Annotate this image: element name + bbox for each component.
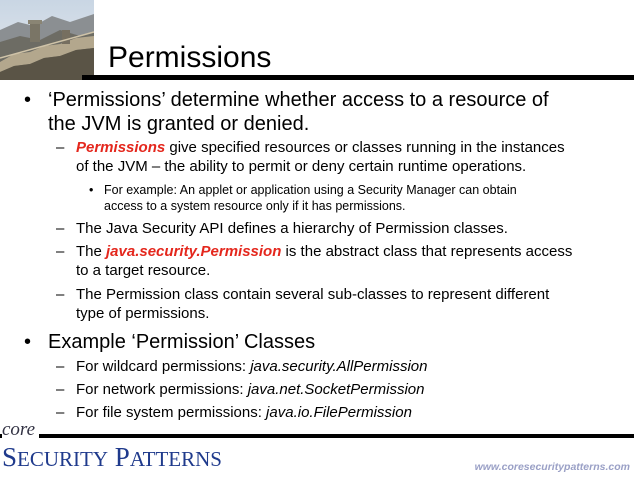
bullet-level1-item-0 — [24, 88, 549, 136]
text-prefix: For wildcard permissions: — [76, 358, 251, 375]
dash-marker: – — [56, 381, 65, 398]
bullet-marker: • — [89, 183, 94, 197]
text-line: the JVM is granted or denied. — [48, 113, 310, 135]
text-line: For example: An applet or application using a Security Manager can obtain — [104, 183, 517, 197]
text-line: type of permissions. — [76, 305, 210, 322]
class-name: java.net.SocketPermission — [247, 381, 425, 398]
great-wall-image — [0, 0, 94, 80]
brand-letter-p: P — [114, 442, 130, 472]
highlighted-term: java.security.Permission — [106, 243, 282, 260]
text-line — [76, 242, 572, 261]
text-line — [76, 380, 424, 399]
dash-marker: – — [56, 404, 65, 421]
great-wall-photo — [0, 0, 94, 80]
bullet-level1-item-6 — [24, 330, 316, 354]
bullet-level2-item-4 — [56, 242, 573, 280]
bullet-level2-item-1 — [56, 138, 565, 176]
dash-marker: – — [56, 286, 65, 303]
bullet-level2-item-9 — [56, 403, 412, 422]
brand-word-atterns: ATTERNS — [129, 447, 222, 471]
bullet-level2-item-3 — [56, 219, 508, 238]
brand-logo — [2, 442, 222, 474]
dash-marker: – — [56, 243, 65, 260]
bullet-marker: • — [24, 331, 32, 353]
text-line: ‘Permissions’ determine whether access to a resource of — [48, 89, 549, 111]
text-line: Example ‘Permission’ Classes — [48, 331, 316, 353]
bullet-level2-item-5 — [56, 285, 550, 323]
class-name: java.security.AllPermission — [250, 358, 428, 375]
dash-marker: – — [56, 139, 65, 156]
text-rest: give specified resources or classes running in the instances — [165, 139, 565, 156]
bullet-level2-item-8 — [56, 380, 425, 399]
footer-url: www.coresecuritypatterns.com — [474, 461, 630, 473]
dash-marker: – — [56, 220, 65, 237]
text-prefix: For file system permissions: — [76, 404, 267, 421]
dash-marker: – — [56, 358, 65, 375]
text-line: to a target resource. — [76, 262, 211, 279]
text-line: The Permission class contain several sub-classes to represent different — [76, 286, 550, 303]
text-line: The Java Security API defines a hierarchy of Permission classes. — [76, 220, 508, 237]
text-line — [76, 357, 428, 376]
text-prefix: The — [76, 243, 107, 260]
text-line: of the JVM – the ability to permit or deny certain runtime operations. — [76, 158, 527, 175]
bullet-level3-item-2 — [89, 182, 517, 214]
slide-title: Permissions — [108, 41, 272, 74]
footer-rule — [0, 434, 634, 438]
class-name: java.io.FilePermission — [266, 404, 412, 421]
highlighted-term: Permissions — [76, 139, 166, 156]
brand-word-ecurity: ECURITY — [17, 447, 109, 471]
text-line: access to a system resource only if it has permissions. — [104, 199, 406, 213]
text-line — [76, 138, 565, 157]
brand-letter-s: S — [2, 442, 18, 472]
title-underline — [82, 75, 634, 80]
text-rest: is the abstract class that represents access — [281, 243, 573, 260]
bullet-marker: • — [24, 89, 32, 111]
bullet-level2-item-7 — [56, 357, 428, 376]
brand-core-text: core — [2, 420, 39, 440]
text-prefix: For network permissions: — [76, 381, 248, 398]
text-line — [76, 403, 412, 422]
